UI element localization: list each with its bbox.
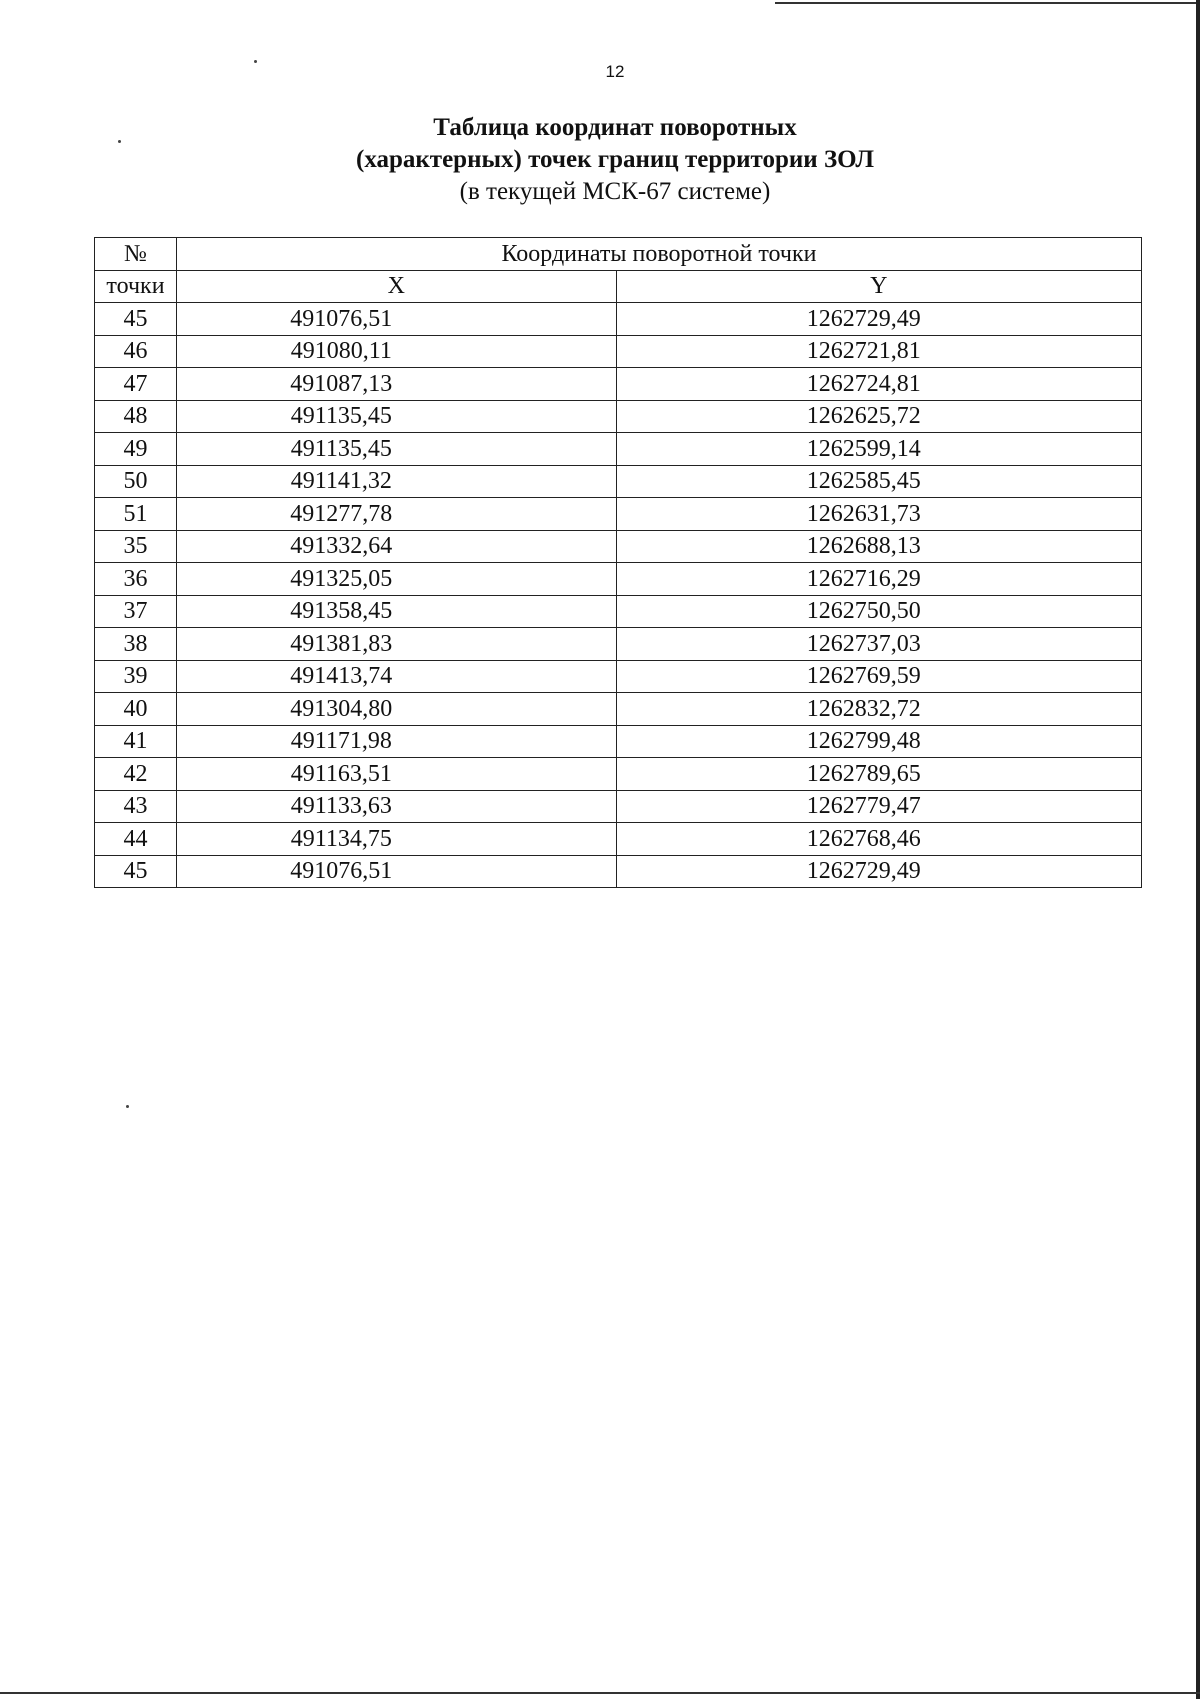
cell-x-coordinate: 491133,63: [176, 790, 616, 823]
table-row: [95, 758, 1142, 791]
cell-point-number: 51: [95, 498, 177, 531]
table-row: [95, 628, 1142, 661]
table-row: [95, 303, 1142, 336]
cell-x-coordinate: 491141,32: [176, 465, 616, 498]
cell-x-coordinate: 491163,51: [176, 758, 616, 791]
cell-y-coordinate: 1262625,72: [616, 400, 1141, 433]
title-line-2: (характерных) точек границ территории ЗОЛ: [356, 146, 874, 173]
header-x: X: [176, 270, 616, 303]
cell-y-coordinate: 1262768,46: [616, 823, 1141, 856]
cell-point-number: 45: [95, 303, 177, 336]
cell-x-coordinate: 491277,78: [176, 498, 616, 531]
table-row: [95, 433, 1142, 466]
cell-point-number: 35: [95, 530, 177, 563]
cell-point-number: 41: [95, 725, 177, 758]
cell-y-coordinate: 1262832,72: [616, 693, 1141, 726]
cell-y-coordinate: 1262750,50: [616, 595, 1141, 628]
table-row: [95, 400, 1142, 433]
table-header-row: [95, 238, 1142, 271]
cell-x-coordinate: 491381,83: [176, 628, 616, 661]
table-row: [95, 335, 1142, 368]
cell-y-coordinate: 1262721,81: [616, 335, 1141, 368]
table-row: [95, 465, 1142, 498]
cell-y-coordinate: 1262599,14: [616, 433, 1141, 466]
table-row: [95, 563, 1142, 596]
cell-x-coordinate: 491325,05: [176, 563, 616, 596]
cell-point-number: 44: [95, 823, 177, 856]
cell-y-coordinate: 1262779,47: [616, 790, 1141, 823]
table-row: [95, 790, 1142, 823]
table-row: [95, 660, 1142, 693]
table-row: [95, 498, 1142, 531]
cell-point-number: 47: [95, 368, 177, 401]
cell-y-coordinate: 1262724,81: [616, 368, 1141, 401]
table-row: [95, 595, 1142, 628]
table-row: [95, 693, 1142, 726]
header-coordinates: Координаты поворотной точки: [176, 238, 1141, 271]
cell-x-coordinate: 491135,45: [176, 433, 616, 466]
cell-point-number: 42: [95, 758, 177, 791]
cell-x-coordinate: 491358,45: [176, 595, 616, 628]
table-body: [95, 303, 1142, 888]
header-point-number: №: [95, 238, 177, 271]
cell-point-number: 39: [95, 660, 177, 693]
title-line-1: Таблица координат поворотных: [433, 114, 797, 141]
cell-y-coordinate: 1262789,65: [616, 758, 1141, 791]
header-point-label: точки: [95, 270, 177, 303]
cell-x-coordinate: 491076,51: [176, 855, 616, 888]
cell-point-number: 38: [95, 628, 177, 661]
table-row: [95, 530, 1142, 563]
cell-y-coordinate: 1262769,59: [616, 660, 1141, 693]
cell-point-number: 36: [95, 563, 177, 596]
cell-x-coordinate: 491135,45: [176, 400, 616, 433]
cell-point-number: 45: [95, 855, 177, 888]
cell-point-number: 49: [95, 433, 177, 466]
cell-y-coordinate: 1262737,03: [616, 628, 1141, 661]
table-row: [95, 725, 1142, 758]
cell-y-coordinate: 1262729,49: [616, 303, 1141, 336]
cell-x-coordinate: 491076,51: [176, 303, 616, 336]
cell-x-coordinate: 491087,13: [176, 368, 616, 401]
table-row: [95, 368, 1142, 401]
cell-x-coordinate: 491413,74: [176, 660, 616, 693]
cell-point-number: 50: [95, 465, 177, 498]
scan-edge-right: [1196, 0, 1200, 1699]
title-line-3: (в текущей МСК-67 системе): [459, 178, 771, 205]
cell-point-number: 48: [95, 400, 177, 433]
scan-speck: [126, 1105, 129, 1108]
cell-y-coordinate: 1262688,13: [616, 530, 1141, 563]
cell-point-number: 40: [95, 693, 177, 726]
table-row: [95, 823, 1142, 856]
cell-y-coordinate: 1262799,48: [616, 725, 1141, 758]
scan-edge-bottom: [0, 1692, 1200, 1694]
cell-x-coordinate: 491134,75: [176, 823, 616, 856]
table-subheader-row: [95, 270, 1142, 303]
scan-speck: [254, 60, 257, 63]
cell-point-number: 46: [95, 335, 177, 368]
scan-speck: [118, 140, 121, 143]
table-row: [95, 855, 1142, 888]
scan-edge-top: [775, 2, 1196, 4]
cell-x-coordinate: 491171,98: [176, 725, 616, 758]
document-title: [150, 112, 1080, 208]
cell-x-coordinate: 491332,64: [176, 530, 616, 563]
coordinates-table: [94, 237, 1142, 888]
cell-x-coordinate: 491304,80: [176, 693, 616, 726]
header-y: Y: [616, 270, 1141, 303]
cell-point-number: 37: [95, 595, 177, 628]
page-number: 12: [605, 62, 625, 81]
cell-point-number: 43: [95, 790, 177, 823]
cell-y-coordinate: 1262729,49: [616, 855, 1141, 888]
cell-y-coordinate: 1262585,45: [616, 465, 1141, 498]
cell-y-coordinate: 1262631,73: [616, 498, 1141, 531]
cell-y-coordinate: 1262716,29: [616, 563, 1141, 596]
cell-x-coordinate: 491080,11: [176, 335, 616, 368]
